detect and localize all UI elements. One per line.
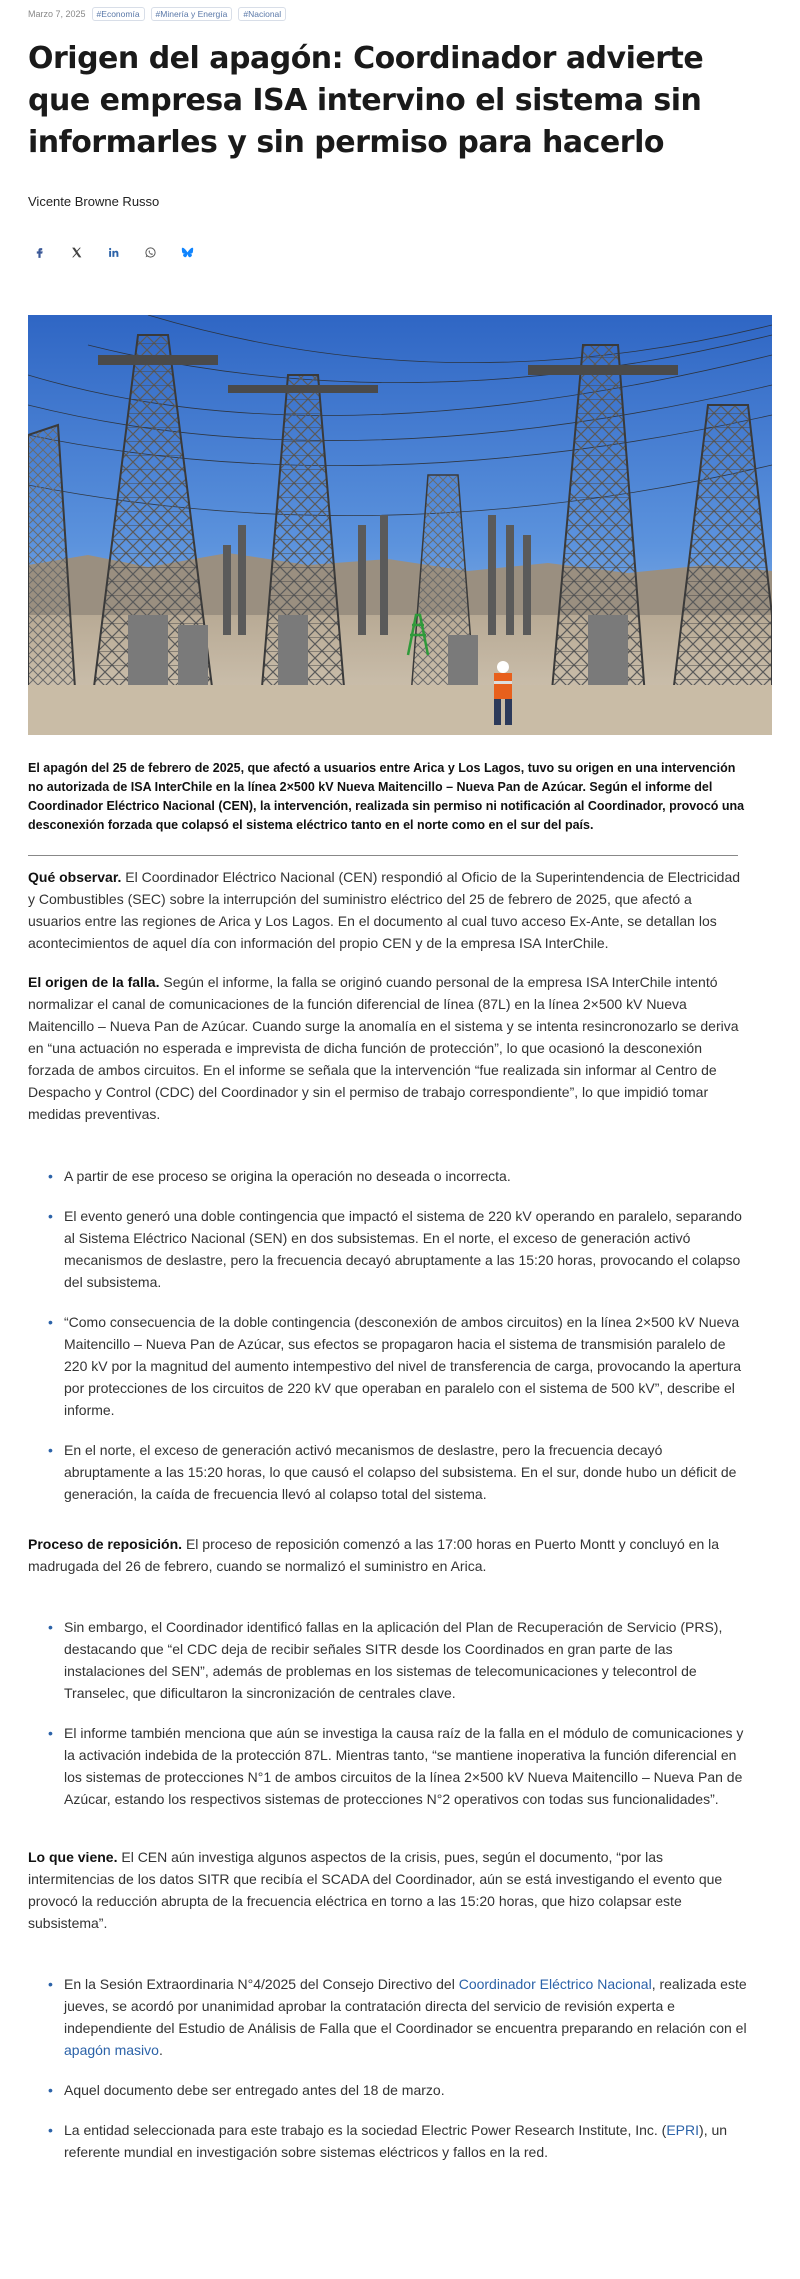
bluesky-icon[interactable] (176, 241, 198, 263)
publish-date: Marzo 7, 2025 (28, 9, 86, 19)
whatsapp-icon[interactable] (139, 241, 161, 263)
text-fragment: ), un referente mundial en investigación sobre sistemas eléctricos y fallos en la red. (64, 2122, 728, 2160)
text-fragment: La entidad seleccionada para este trabajo es la sociedad Electric Power Research Institute, Inc. ( (64, 2122, 667, 2138)
facebook-icon[interactable] (28, 241, 50, 263)
list-item: • El informe también menciona que aún se investiga la causa raíz de la falla en el módulo de comunicaciones y la activación indebida de la protección 87L. Mientras tanto, “se mantiene inoperativa la función diferencial en los sistemas de protecciones N°1 de ambos circuitos de la línea 2×500 kV Nueva Maitencillo – Nueva Pan de Azúcar, estando los respectivos sistemas de protecciones N°2 operativos con todas sus funcionalidades”. (48, 1722, 748, 1810)
article-headline: Origen del apagón: Coordinador advierte que empresa ISA intervino el sistema sin informarles y sin permiso para hacerlo (28, 41, 704, 160)
paragraph-origen-falla (28, 971, 744, 1125)
paragraph-lo-que-viene (28, 1846, 744, 1934)
tag-mineria-energia[interactable]: #Minería y Energía (151, 7, 233, 21)
lead-lo-que-viene: Lo que viene. (28, 1849, 118, 1865)
hero-image-substation (28, 315, 772, 735)
article-meta (28, 0, 772, 20)
lead-que-observar: Qué observar. (28, 869, 122, 885)
list-item: • Aquel documento debe ser entregado antes del 18 de marzo. (48, 2079, 748, 2101)
paragraph-reposicion (28, 1533, 744, 1577)
divider (28, 855, 738, 856)
author-name[interactable]: Vicente Browne Russo (28, 194, 160, 209)
list-item (48, 2119, 748, 2163)
list-item: • “Como consecuencia de la doble contingencia (desconexión de ambos circuitos) en la línea 2×500 kV Nueva Maitencillo – Nueva Pan de Azúcar, sus efectos se propagaron hacia el sistema de transmisión paralelo de 220 kV por la magnitud del aumento intempestivo del nivel de transferencia de carga, provocando la apertura por protecciones de los circuitos de 220 kV que operaban en paralelo con el sistema de 500 kV”, describe el informe. (48, 1311, 748, 1421)
list-item: • En el norte, el exceso de generación activó mecanismos de deslastre, pero la frecuencia decayó abruptamente a las 15:20 horas, lo que causó el colapso del subsistema. En el sur, donde hubo un déficit de generación, la caída de frecuencia llevó al colapso total del sistema. (48, 1439, 748, 1505)
link-epri[interactable]: EPRI (666, 2122, 700, 2138)
text-que-observar: El Coordinador Eléctrico Nacional (CEN) respondió al Oficio de la Superintendencia de Electricidad y Combustibles (SEC) sobre la interrupción del suministro eléctrico del 25 de febrero de 2025, que afectó a usuarios entre las regiones de Arica y Los Lagos. En el documento al cual tuvo acceso Ex-Ante, se detallan los acontecimientos de aquel día con información del propio CEN y de la empresa ISA InterChile. (28, 869, 741, 951)
link-coordinador-electrico[interactable]: Coordinador Eléctrico Nacional (458, 1976, 652, 1992)
list-item: • A partir de ese proceso se origina la operación no deseada o incorrecta. (48, 1165, 748, 1187)
tag-economia[interactable]: #Economía (92, 7, 145, 21)
lead-origen-falla: El origen de la falla. (28, 974, 160, 990)
x-icon[interactable] (65, 241, 87, 263)
bullet-list-origen (48, 1165, 748, 1505)
text-fragment: , realizada este jueves, se acordó por unanimidad aprobar la contratación directa del servicio de revisión experta e independiente del Estudio de Análisis de Falla que el Coordinador se encuentra preparando en relación con el (64, 1976, 747, 2036)
bullet-list-lo-que-viene (48, 1973, 748, 2163)
paragraph-que-observar (28, 866, 744, 954)
list-item: • El evento generó una doble contingencia que impactó el sistema de 220 kV operando en paralelo, separando al Sistema Eléctrico Nacional (SEN) en dos subsistemas. En el norte, el exceso de generación activó mecanismos de deslastre, pero la frecuencia decayó abruptamente a las 15:20 horas, provocando el colapso del subsistema. (48, 1205, 748, 1293)
text-fragment: . (158, 2042, 163, 2058)
bullet-list-reposicion (48, 1616, 748, 1810)
share-bar (28, 241, 772, 263)
text-origen-falla: Según el informe, la falla se originó cuando personal de la empresa ISA InterChile intentó normalizar el canal de comunicaciones de la función diferencial de línea (87L) en la línea 2×500 kV Nueva Maitencillo – Nueva Pan de Azúcar. Cuando surge la anomalía en el sistema y se intenta resincronozarlo se deriva en “una actuación no esperada e imprevista de dicha función de protección”, lo que ocasionó la desconexión forzada de ambos circuitos. En el informe se señala que la intervención “fue realizada sin informar al Centro de Despacho y Control (CDC) del Coordinador y sin el permiso de trabajo correspondiente”, lo que impidió tomar medidas preventivas. (28, 974, 739, 1122)
tag-nacional[interactable]: #Nacional (238, 7, 286, 21)
text-fragment: En la Sesión Extraordinaria N°4/2025 del Consejo Directivo del (64, 1976, 459, 1992)
text-reposicion: El proceso de reposición comenzó a las 17:00 horas en Puerto Montt y concluyó en la madrugada del 26 de febrero, cuando se normalizó el suministro en Arica. (28, 1536, 720, 1574)
image-caption: El apagón del 25 de febrero de 2025, que afectó a usuarios entre Arica y Los Lagos, tuvo su origen en una intervención no autorizada de ISA InterChile en la línea 2×500 kV Nueva Maitencillo – Nueva Pan de Azúcar. Según el informe del Coordinador Eléctrico Nacional (CEN), la intervención, realizada sin permiso ni notificación al Coordinador, provocó una desconexión forzada que colapsó el sistema eléctrico tanto en el norte como en el sur del país. (28, 761, 745, 832)
lead-reposicion: Proceso de reposición. (28, 1536, 183, 1552)
list-item: • Sin embargo, el Coordinador identificó fallas en la aplicación del Plan de Recuperación de Servicio (PRS), destacando que “el CDC deja de recibir señales SITR desde los Coordinados en gran parte de las instalaciones del SEN”, además de problemas en los sistemas de telecomunicaciones y telecontrol de Transelec, que dificultaron la sincronización de centrales clave. (48, 1616, 748, 1704)
list-item (48, 1973, 748, 2061)
linkedin-icon[interactable] (102, 241, 124, 263)
link-apagon-masivo[interactable]: apagón masivo (64, 2042, 159, 2058)
text-lo-que-viene: El CEN aún investiga algunos aspectos de la crisis, pues, según el documento, “por las intermitencias de los datos SITR que recibía el SCADA del Coordinador, aún se está investigando el evento que provocó la reducción abrupta de la frecuencia eléctrica en torno a las 15:20 horas, que hizo colapsar este subsistema”. (28, 1849, 723, 1931)
